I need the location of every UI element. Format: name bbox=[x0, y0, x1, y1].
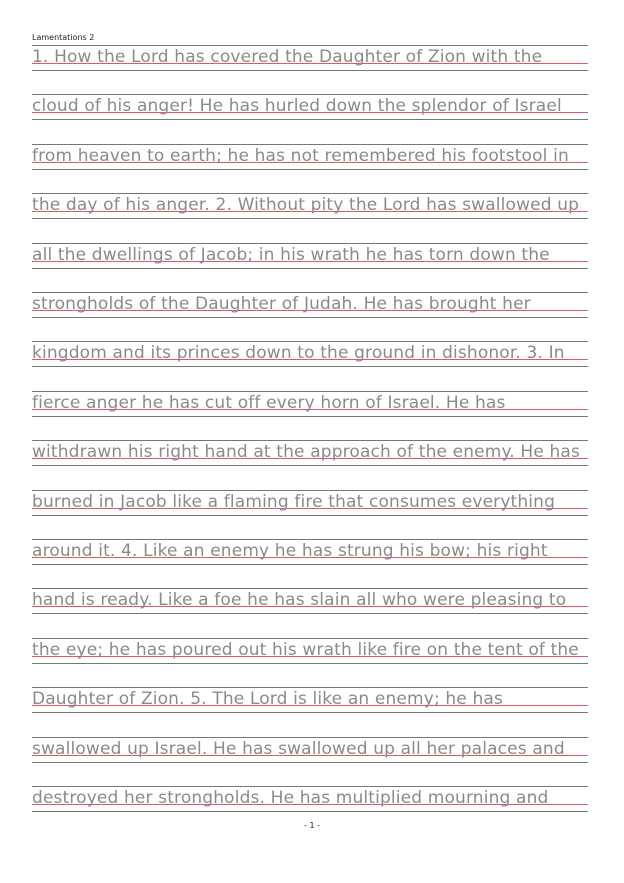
practice-line bbox=[32, 341, 588, 367]
guide-base-line bbox=[32, 218, 588, 219]
page-number: - 1 - bbox=[304, 821, 320, 830]
guide-base-line bbox=[32, 416, 588, 417]
trace-text: from heaven to earth; he has not remembered his footstool in bbox=[32, 145, 569, 166]
practice-line bbox=[32, 490, 588, 516]
trace-text: fierce anger he has cut off every horn of Israel. He has bbox=[32, 392, 506, 413]
guide-base-line bbox=[32, 712, 588, 713]
trace-text: cloud of his anger! He has hurled down the splendor of Israel bbox=[32, 96, 562, 117]
trace-text: all the dwellings of Jacob; in his wrath he has torn down the bbox=[32, 244, 550, 265]
trace-text: the day of his anger. 2. Without pity the Lord has swallowed up bbox=[32, 195, 580, 216]
guide-base-line bbox=[32, 317, 588, 318]
practice-line bbox=[32, 440, 588, 466]
practice-line bbox=[32, 391, 588, 417]
guide-base-line bbox=[32, 70, 588, 71]
practice-line bbox=[32, 243, 588, 269]
trace-text: withdrawn his right hand at the approach of the enemy. He has bbox=[32, 442, 580, 463]
practice-line bbox=[32, 45, 588, 71]
trace-text: around it. 4. Like an enemy he has strung his bow; his right bbox=[32, 541, 548, 561]
trace-text: the eye; he has poured out his wrath like fire on the tent of the bbox=[32, 639, 579, 660]
practice-line bbox=[32, 687, 588, 713]
guide-base-line bbox=[32, 613, 588, 614]
practice-line bbox=[32, 638, 588, 664]
practice-line bbox=[32, 94, 588, 120]
practice-line bbox=[32, 539, 588, 565]
guide-base-line bbox=[32, 762, 588, 763]
guide-base-line bbox=[32, 663, 588, 664]
guide-base-line bbox=[32, 366, 588, 367]
guide-base-line bbox=[32, 268, 588, 269]
trace-text: strongholds of the Daughter of Judah. He has brought her bbox=[32, 294, 531, 314]
trace-text: kingdom and its princes down to the ground in dishonor. 3. In bbox=[32, 343, 565, 364]
practice-line bbox=[32, 588, 588, 614]
practice-line bbox=[32, 786, 588, 812]
practice-line bbox=[32, 144, 588, 170]
guide-base-line bbox=[32, 515, 588, 516]
trace-text: destroyed her strongholds. He has multiplied mourning and bbox=[32, 788, 549, 808]
practice-line bbox=[32, 737, 588, 763]
guide-base-line bbox=[32, 169, 588, 170]
practice-line bbox=[32, 193, 588, 219]
trace-text: hand is ready. Like a foe he has slain all who were pleasing to bbox=[32, 590, 567, 611]
trace-text: swallowed up Israel. He has swallowed up all her palaces and bbox=[32, 738, 565, 759]
guide-base-line bbox=[32, 465, 588, 466]
guide-base-line bbox=[32, 564, 588, 565]
guide-base-line bbox=[32, 119, 588, 120]
trace-text: burned in Jacob like a flaming fire that consumes everything bbox=[32, 491, 556, 512]
practice-line bbox=[32, 292, 588, 318]
trace-text: Daughter of Zion. 5. The Lord is like an enemy; he has bbox=[32, 689, 503, 710]
page-title: Lamentations 2 bbox=[32, 33, 95, 42]
trace-text: 1. How the Lord has covered the Daughter of Zion with the bbox=[32, 47, 543, 67]
guide-base-line bbox=[32, 811, 588, 812]
